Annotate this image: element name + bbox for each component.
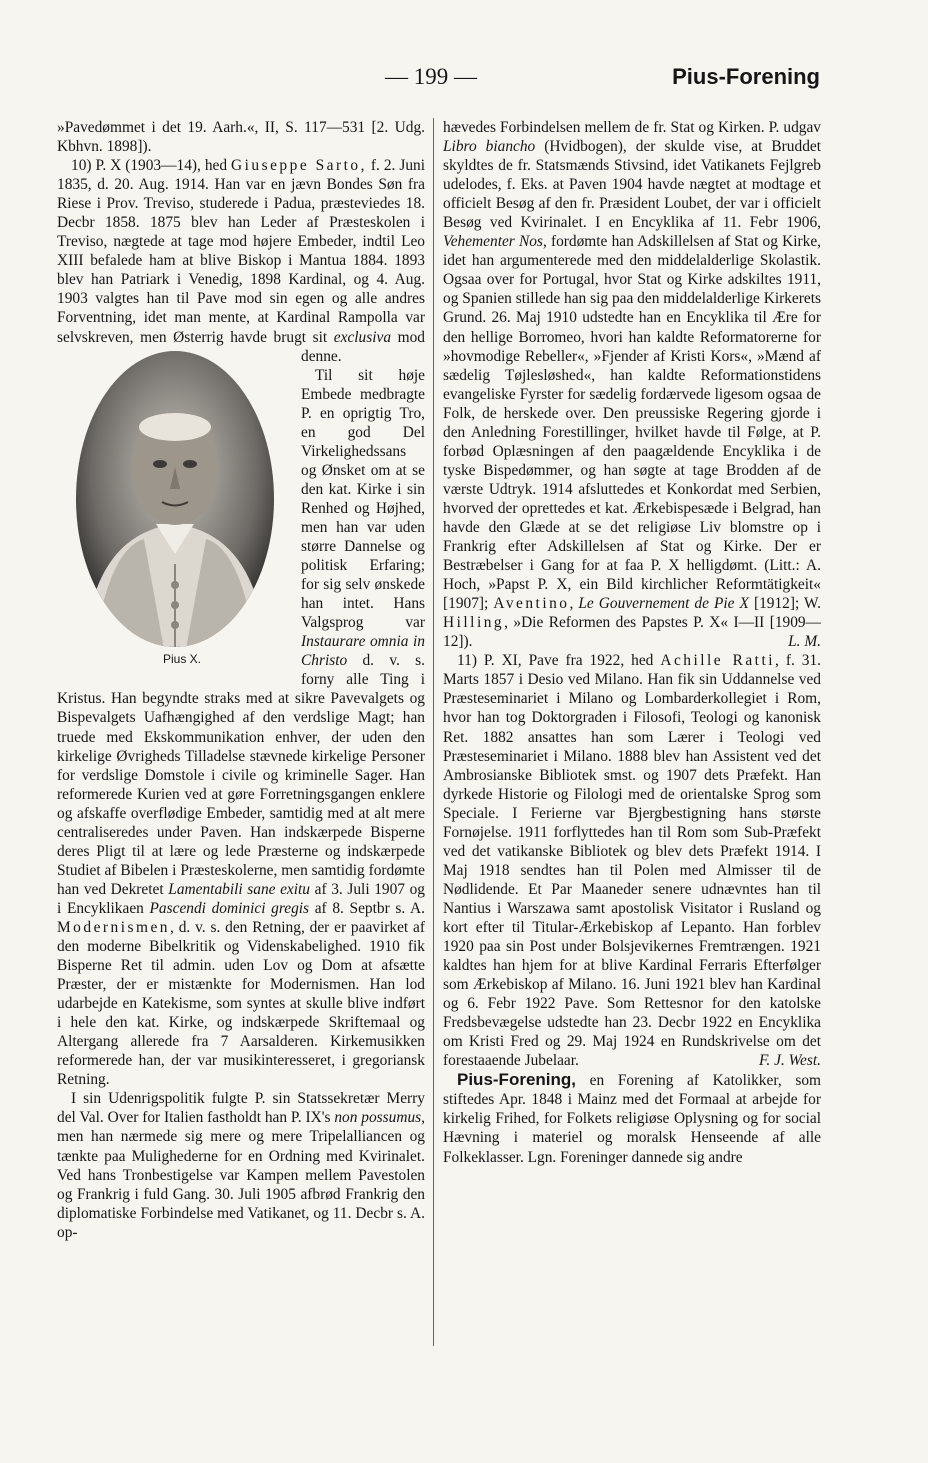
page-header [0,60,928,100]
paragraph-pius-x-intro: 10) P. X (1903—14), hed Giuseppe Sarto, f. 2. Juni 1835, d. 20. Aug. 1914. Han var en jævn Bondes Søn fra Riese i Prov. Treviso, studerede i Padua, præsteviedes 18. Decbr 1858. 1875 blev han Leder af Præsteskolen i Treviso, nægtede at tage mod højere Embeder, indtil Leo XIII befalede ham at blive Biskop i Mantua 1884. 1893 blev han Patriark i Venedig, 1898 Kardinal, og 4. Aug. 1903 valgtes han til Pave mod sin egen og alle andres Forventning, idet man mente, at Kardinal Rampolla var selvskreven, men Østerrig havde brugt sit Pius X. exclusiva mod denne. [57,156,425,366]
name-spaced: Giuseppe Sarto, [231,157,367,175]
paragraph-pius-x-foreign-policy: I sin Udenrigspolitik fulgte P. sin Statssekretær Merry del Val. Over for Italien fastholdt han P. IX's non possumus, men han nærmede sig mere og mere Tripelalliancen og tænkte paa Mulighederne for en Ordning med Kvirinalet. Ved hans Tronbestigelse var Kampen mellem Pavestolen og Frankrig i fuld Gang. 30. Juli 1905 afbrød Frankrig den diplomatiske Forbindelse med Vatikanet, og 11. Decbr s. A. op- [57,1090,425,1241]
paragraph-continuation: »Pavedømmet i det 19. Aarh.«, II, S. 117—531 [2. Udg. Kbhvn. 1898]). [57,119,425,156]
author-signature: F. J. West. [759,1052,821,1070]
portrait-caption: Pius X. [162,651,201,666]
running-head: Pius-Forening [672,64,820,89]
paragraph-pius-x-reign: Til sit høje Embede medbragte P. en oprigtig Tro, en god Del Virkelighedssans og Ønsket om at se den kat. Kirke i sin Renhed og Højhed, men han var uden større Dannelse og politisk Erfaring; for sig selv ønskede han intet. Hans Valgsprog var Instaurare omnia in Christo d. v. s. forny alle Ting i Kristus. Han begyndte straks med at sikre Pavevalgets og Bispevalgets Uafhængighed af den verdslige Magt; han truede med Ekskommunikation enhver, der uden den kirkelige Øvrigheds Tilladelse stævnede kirkelige Personer for verdslige Domstole i civile og kriminelle Sager. Han reformerede Kurien ved at gøre Forretningsgangen enklere og afskaffe overflødige Embeder, samtidig med at alt mere centraliseredes under Paven. Han indskærpede Bisperne deres Pligt til at lære og lede Præsterne og indskærpede Studiet af Bibelen i Præsteskolerne, men samtidig fordømte han ved Dekretet Lamentabili sane exitu af 3. Juli 1907 og i Encyklikaen Pascendi dominici gregis af 8. Septbr s. A. Modernismen, d. v. s. den Retning, der er paavirket af den moderne Bibelkritik og Videnskabelighed. 1910 fik Bisperne Ret til admin. uden Lov og Dom at afsætte Præster, der er mistænkte for Modernismen. Han lod udarbejde en Katekisme, som syntes at skulle blive indført i hele den kat. Kirke, og indskærpede Skriftemaal og Altergang allerede fra 7 Aarsalderen. Kirkemusikken reformerede han, der var musikinteresseret, i gregoriansk Retning. [57,366,425,1089]
author-signature: L. M. [788,633,821,651]
portrait-figure [57,349,293,679]
entry-headword: Pius-Forening, [457,1070,576,1090]
paragraph-pius-xi: 11) P. XI, Pave fra 1922, hed Achille Ratti, f. 31. Marts 1857 i Desio ved Milano. Han fik sin Uddannelse ved Præsteseminariet i Milano og Lombarderkollegiet i Rom, hvor han tog Doktorgraden i Filosofi, Teologi og kanonisk Ret. 1882 ansattes han som Lærer i Teologi ved Præsteseminariet i Milano. 1888 blev han Assistent ved det Ambrosianske Bibliotek smst. og 1907 dets Præfekt. Han dyrkede Historie og Filologi med de orientalske Sprog som Speciale. I Ferierne var Bjergbestigning hans største Fornøjelse. 1911 forflyttedes han til Rom som Sub-Præfekt ved det vatikanske Bibliotek og blev dets Præfekt 1914. I Maj 1918 sendtes han til Polen med Almisser til de Nødlidende. Et Par Maaneder senere udnævntes han til Nantius i Warszawa samt apostolisk Visitator i Rusland og kort efter til Titular-Ærkebiskop af Lepanto. Han forblev 1920 paa sin Post under Bolsjevikernes Fremtrængen. 1921 kaldtes han hjem for at blive Kardinal Ferraris Efterfølger som Ærkebiskop af Milano. 16. Juni 1921 blev han Kardinal og 6. Febr 1922 Pave. Som Rettesnor for den katolske Fredsbevægelse udstedte han 23. Decbr 1922 en Encyklika om Kristi Fred og 29. Maj 1924 en Rundskrivelse om det forestaaende Jubelaar. F. J. West. [443,652,821,1070]
paragraph-pius-x-continued: hævedes Forbindelsen mellem de fr. Stat og Kirken. P. udgav Libro biancho (Hvidbogen), der skulde vise, at Bruddet skyldtes de fr. Statsmænds Stivsind, idet Vatikanets Fejlgreb udelodes, f. Eks. at Paven 1904 havde nægtet at modtage et officielt Besøg af den fr. Præsident Loubet, der var i officielt Besøg ved Kvirinalet. I en Encyklika af 11. Febr 1906, Vehementer Nos, fordømte han Adskillelsen af Stat og Kirke, idet han argumenterede med den middelalderlige Skolastik. Ogsaa over for Portugal, hvor Stat og Kirke adskiltes 1911, og Spanien stillede han sig paa den middelalderlige Kirkerets Grund. 26. Maj 1910 udstedte han en Encyklika til Ære for den hellige Borromeo, hvori han kaldte Reformatorerne for »hovmodige Rebeller«, »Fjender af Kristi Kors«, »Mænd af sædelig Tøjlesløshed«, han kaldte Reformationstidens evangeliske Fyrster for sædelig fordærvede ligesom ogsaa de Folk, de herskede over. Den preussiske Regering gjorde i den Anledning Forestillinger, hvilket havde til Følge, at P. forbød Oplæsningen af den paagældende Encyklika i de tyske Bispedømmer, og han søgte at tage Brodden af de værste Udtryk. 1914 afsluttedes et Konkordat med Serbien, hvorved der oprettedes et kat. Ærkebispesæde i Belgrad, han havde den Glæde at se det religiøse Liv blomstre op i Frankrig efter Adskillelsen af Stat og Kirke. Der er Bestræbelser i Gang for at faa P. X helligdømt. (Litt.: A. Hoch, »Papst P. X, ein Bild kirchlicher Reformtätigkeit« [1907]; Aventino, Le Gouvernement de Pie X [1912]; W. Hilling, »Die Reformen des Papstes P. X« I—II [1909—12]). L. M. [443,119,821,651]
left-column [57,118,425,1373]
portrait-pius-x-image [74,349,276,649]
page-number: — 199 — [385,64,477,89]
right-column [443,118,821,1373]
entry-pius-forening: Pius-Forening, en Forening af Katolikker, som stiftedes Apr. 1848 i Mainz med det Formaal at arbejde for kirkelig Frihed, for Folkets religiøse Oplysning og for social Hævning i materiel og moralsk Henseende af alle Folkeklasser. Lgn. Foreninger dannede sig andre [443,1070,821,1166]
column-divider [433,118,434,1346]
